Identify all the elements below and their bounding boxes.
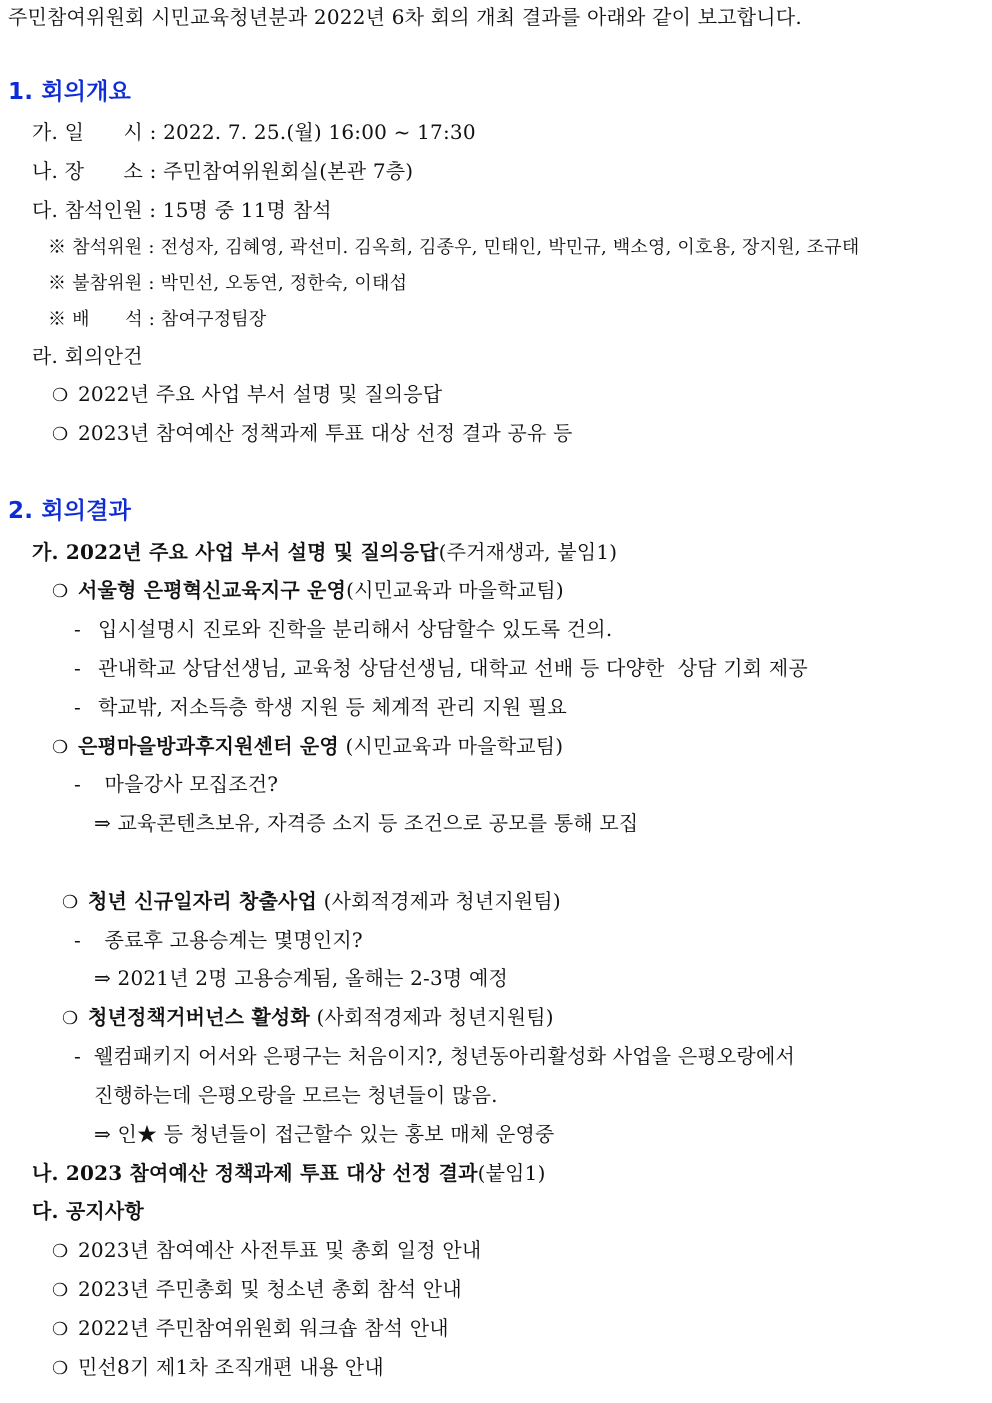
section-heading-results: 2. 회의결과 <box>8 498 132 524</box>
section-heading-overview: 1. 회의개요 <box>8 79 132 105</box>
topic-2-title: ❍ 은평마을방과후지원센터 운영 (시민교육과 마을학교팀) <box>52 733 563 761</box>
meeting-attendance: 다. 참석인원 : 15명 중 11명 참석 <box>32 198 332 222</box>
topic-4-title: ❍ 청년정책거버넌스 활성화 (사회적경제과 청년지원팀) <box>62 1004 554 1032</box>
circle-bullet-icon: ❍ <box>52 737 69 758</box>
observer-list: ※ 배 석 : 참여구정팀장 <box>48 309 267 330</box>
topic-3-answer: ⇒ 2021년 2명 고용승계됨, 올해는 2-3명 예정 <box>94 966 509 990</box>
meeting-place: 나. 장 소 : 주민참여위원회실(본관 7층) <box>32 159 414 183</box>
result-a-title: 가. 2022년 주요 사업 부서 설명 및 질의응답(주거재생과, 붙임1) <box>32 540 618 564</box>
notice-item: ❍ 민선8기 제1차 조직개편 내용 안내 <box>52 1354 384 1382</box>
circle-bullet-icon: ❍ <box>52 424 69 445</box>
circle-bullet-icon: ❍ <box>52 385 69 406</box>
agenda-title: 라. 회의안건 <box>32 344 143 368</box>
circle-bullet-icon: ❍ <box>52 1280 69 1301</box>
result-b-title: 나. 2023 참여예산 정책과제 투표 대상 선정 결과(붙임1) <box>32 1161 546 1185</box>
topic-1-title: ❍ 서울형 은평혁신교육지구 운영(시민교육과 마을학교팀) <box>52 577 564 605</box>
topic-3-title: ❍ 청년 신규일자리 창출사업 (사회적경제과 청년지원팀) <box>62 888 561 916</box>
meeting-date: 가. 일 시 : 2022. 7. 25.(월) 16:00 ~ 17:30 <box>32 120 476 144</box>
circle-bullet-icon: ❍ <box>62 892 79 913</box>
topic-1-item: - 입시설명시 진로와 진학을 분리해서 상담할수 있도록 건의. <box>74 617 613 641</box>
notice-item: ❍ 2022년 주민참여위원회 워크숍 참석 안내 <box>52 1315 449 1343</box>
absentee-list: ※ 불참위원 : 박민선, 오동연, 정한숙, 이태섭 <box>48 273 408 294</box>
topic-1-item: - 학교밖, 저소득층 학생 지원 등 체계적 관리 지원 필요 <box>74 695 567 719</box>
circle-bullet-icon: ❍ <box>52 1358 69 1379</box>
attendee-list: ※ 참석위원 : 전성자, 김혜영, 곽선미. 김옥희, 김종우, 민태인, 박민규, 백소영, 이호용, 장지원, 조규태 <box>48 237 860 258</box>
intro-text: 주민참여위원회 시민교육청년분과 2022년 6차 회의 개최 결과를 아래와 같이 보고합니다. <box>8 5 802 29</box>
topic-4-item-continued: 진행하는데 은평오랑을 모르는 청년들이 많음. <box>94 1083 498 1107</box>
topic-4-item: - 웰컴패키지 어서와 은평구는 처음이지?, 청년동아리활성화 사업을 은평오랑에서 <box>74 1044 795 1068</box>
circle-bullet-icon: ❍ <box>62 1008 79 1029</box>
agenda-item: ❍ 2023년 참여예산 정책과제 투표 대상 선정 결과 공유 등 <box>52 420 573 448</box>
circle-bullet-icon: ❍ <box>52 1319 69 1340</box>
topic-1-item: - 관내학교 상담선생님, 교육청 상담선생님, 대학교 선배 등 다양한 상담 기회 제공 <box>74 656 808 680</box>
circle-bullet-icon: ❍ <box>52 581 69 602</box>
agenda-item: ❍ 2022년 주요 사업 부서 설명 및 질의응답 <box>52 381 442 409</box>
notice-item: ❍ 2023년 주민총회 및 청소년 총회 참석 안내 <box>52 1276 462 1304</box>
result-c-title: 다. 공지사항 <box>32 1199 144 1223</box>
topic-4-answer: ⇒ 인★ 등 청년들이 접근할수 있는 홍보 매체 운영중 <box>94 1122 555 1146</box>
topic-3-question: - 종료후 고용승계는 몇명인지? <box>74 928 363 952</box>
circle-bullet-icon: ❍ <box>52 1241 69 1262</box>
topic-2-answer: ⇒ 교육콘텐츠보유, 자격증 소지 등 조건으로 공모를 통해 모집 <box>94 811 639 835</box>
notice-item: ❍ 2023년 참여예산 사전투표 및 총회 일정 안내 <box>52 1237 481 1265</box>
topic-2-question: - 마을강사 모집조건? <box>74 772 279 796</box>
